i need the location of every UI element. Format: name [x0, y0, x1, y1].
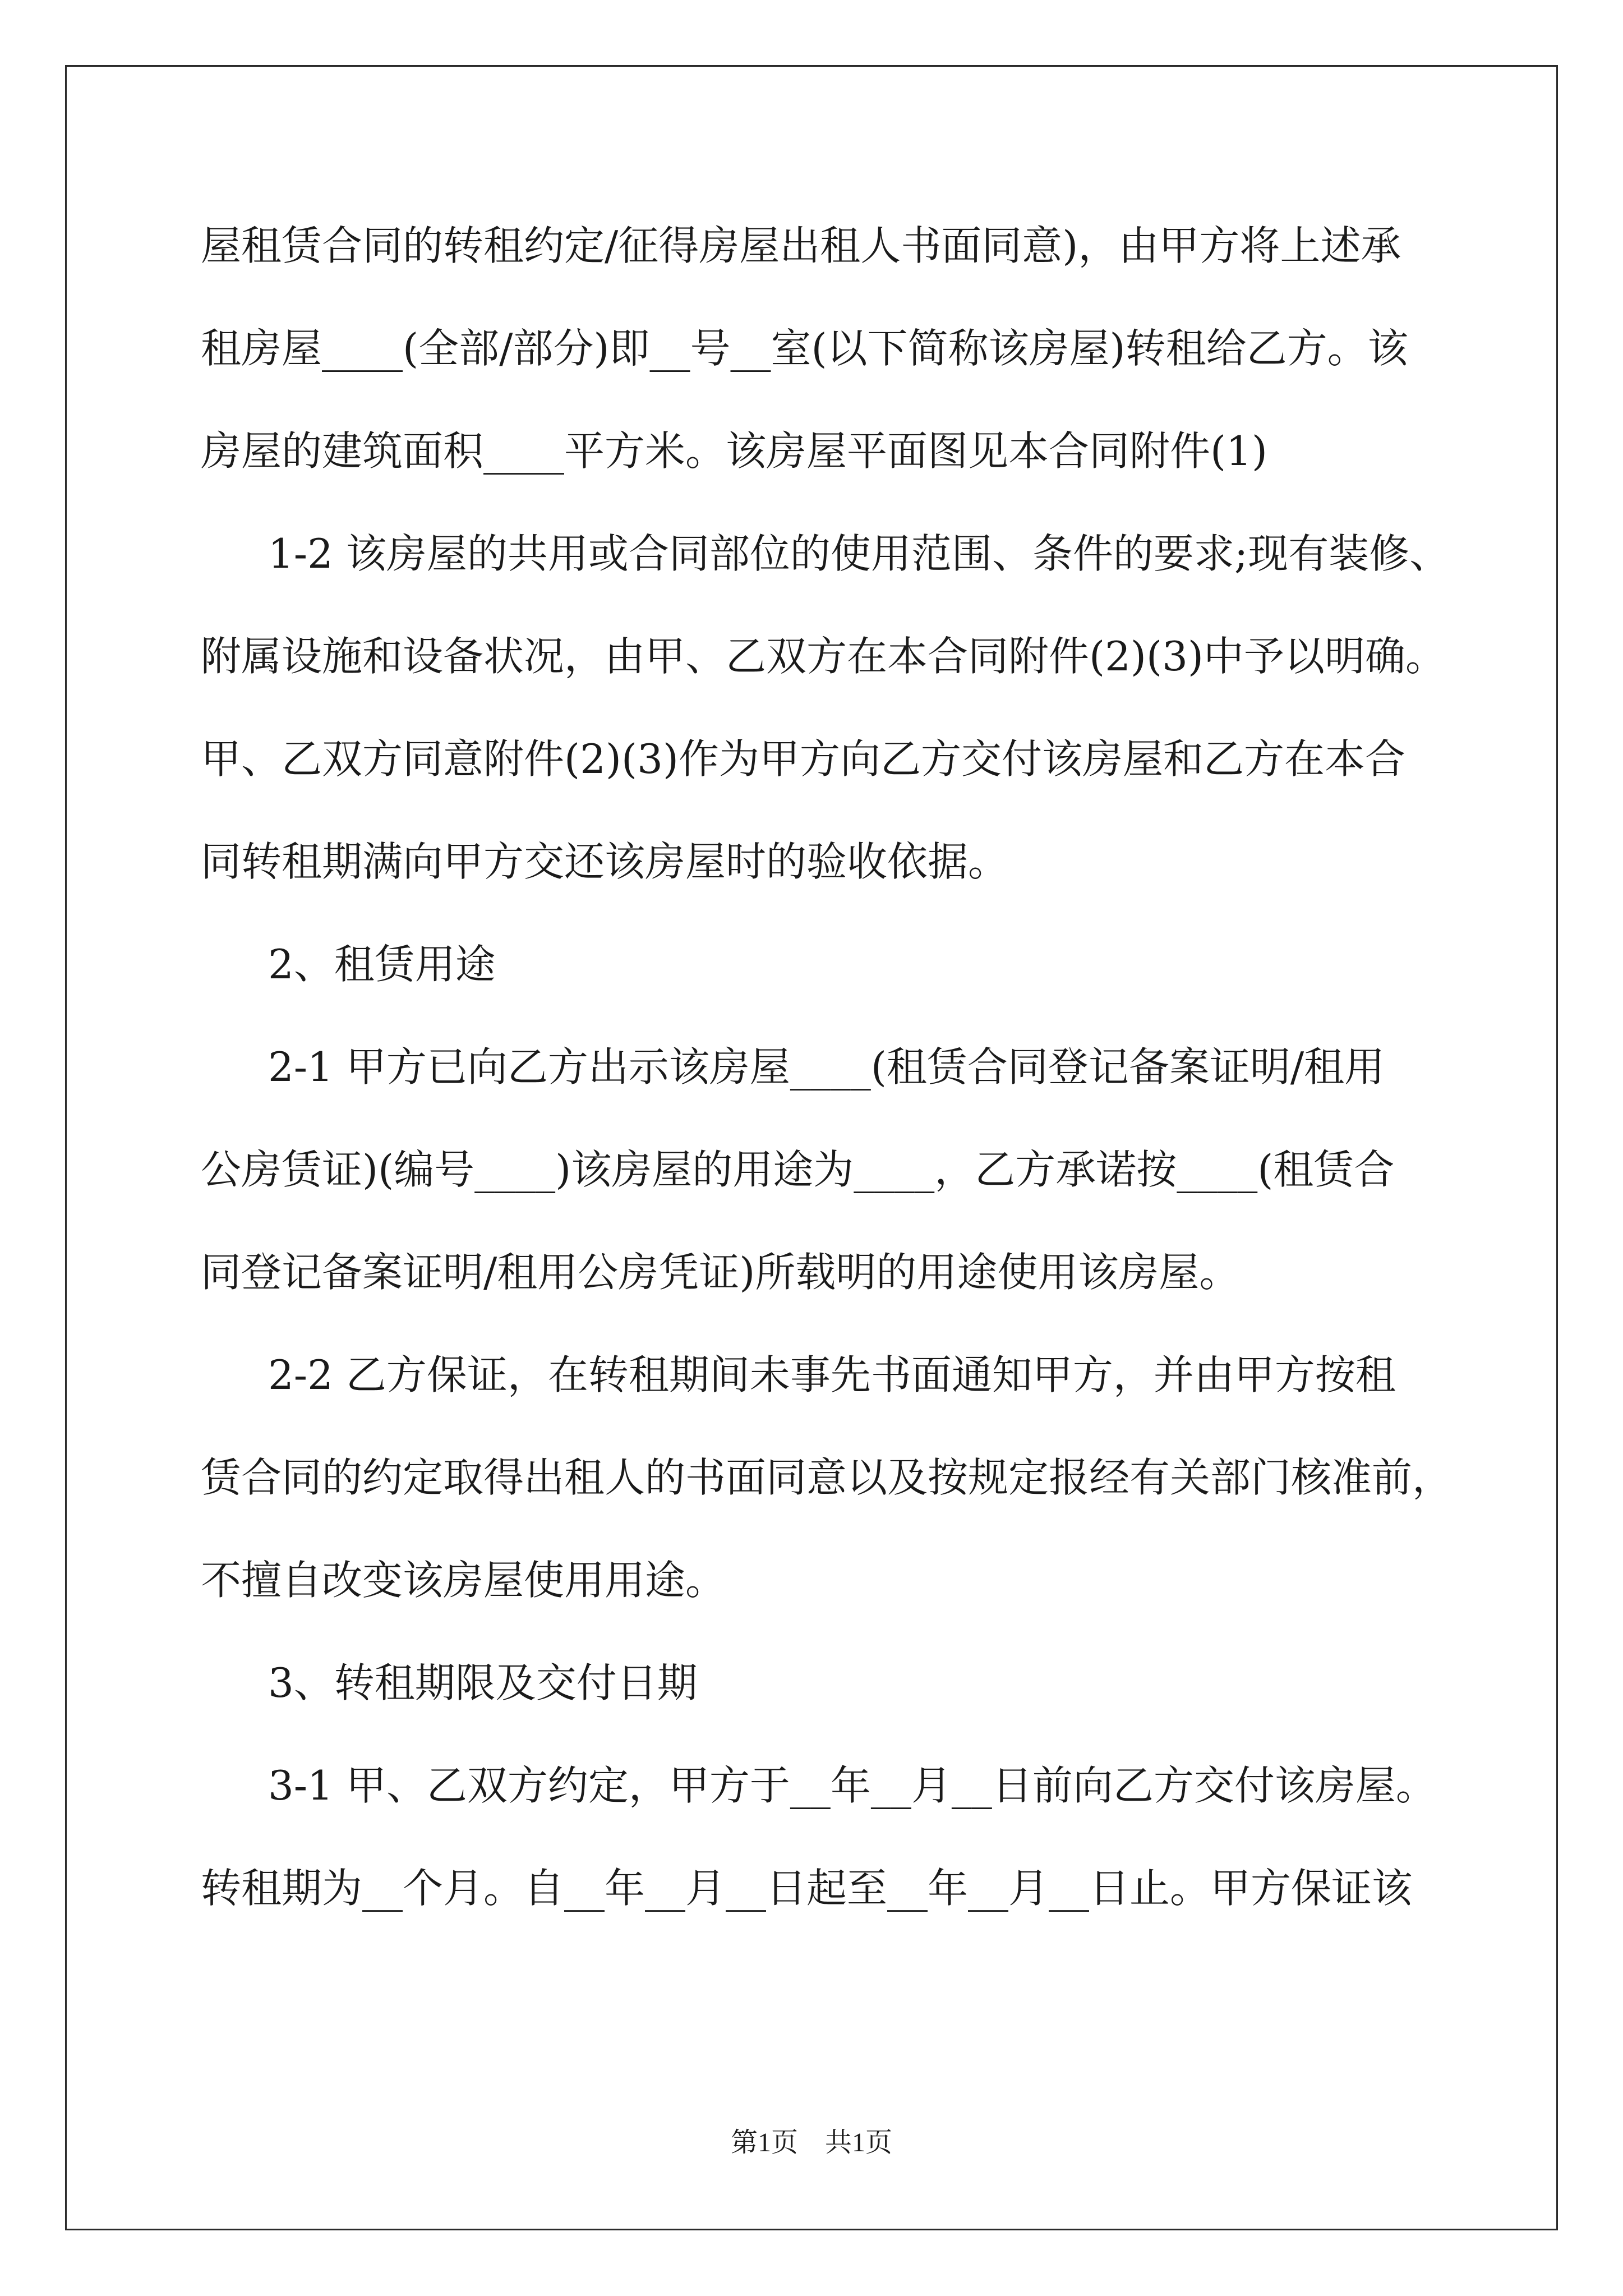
text-line: 赁合同的约定取得出租人的书面同意以及按规定报经有关部门核准前， [201, 1454, 1453, 1501]
text-line: 屋租赁合同的转租约定/征得房屋出租人书面同意)，由甲方将上述承 [201, 222, 1401, 269]
text-line: 1-2 该房屋的共用或合同部位的使用范围、条件的要求;现有装修、 [268, 530, 1450, 577]
text-line: 2-2 乙方保证，在转租期间未事先书面通知甲方，并由甲方按租 [268, 1351, 1396, 1398]
text-line: 转租期为__个月。自__年__月__日起至__年__月__日止。甲方保证该 [201, 1865, 1413, 1912]
section-heading: 3、转租期限及交付日期 [268, 1659, 698, 1706]
text-line: 租房屋____(全部/部分)即__号__室(以下简称该房屋)转租给乙方。该 [201, 325, 1408, 372]
text-line: 不擅自改变该房屋使用用途。 [201, 1557, 726, 1604]
section-heading: 2、租赁用途 [268, 941, 496, 988]
text-line: 同登记备案证明/租用公房凭证)所载明的用途使用该房屋。 [201, 1249, 1240, 1296]
text-line: 公房赁证)(编号____)该房屋的用途为____，乙方承诺按____(租赁合 [201, 1146, 1395, 1193]
text-line: 房屋的建筑面积____平方米。该房屋平面图见本合同附件(1) [201, 427, 1267, 475]
page-footer: 第1页 共1页 [730, 2128, 892, 2157]
text-line: 3-1 甲、乙双方约定，甲方于__年__月__日前向乙方交付该房屋。 [268, 1762, 1436, 1809]
text-line: 甲、乙双方同意附件(2)(3)作为甲方向乙方交付该房屋和乙方在本合 [201, 735, 1405, 783]
text-line: 同转租期满向甲方交还该房屋时的验收依据。 [201, 838, 1009, 885]
text-line: 附属设施和设备状况，由甲、乙双方在本合同附件(2)(3)中予以明确。 [201, 633, 1446, 680]
text-line: 2-1 甲方已向乙方出示该房屋____(租赁合同登记备案证明/租用 [268, 1043, 1385, 1091]
